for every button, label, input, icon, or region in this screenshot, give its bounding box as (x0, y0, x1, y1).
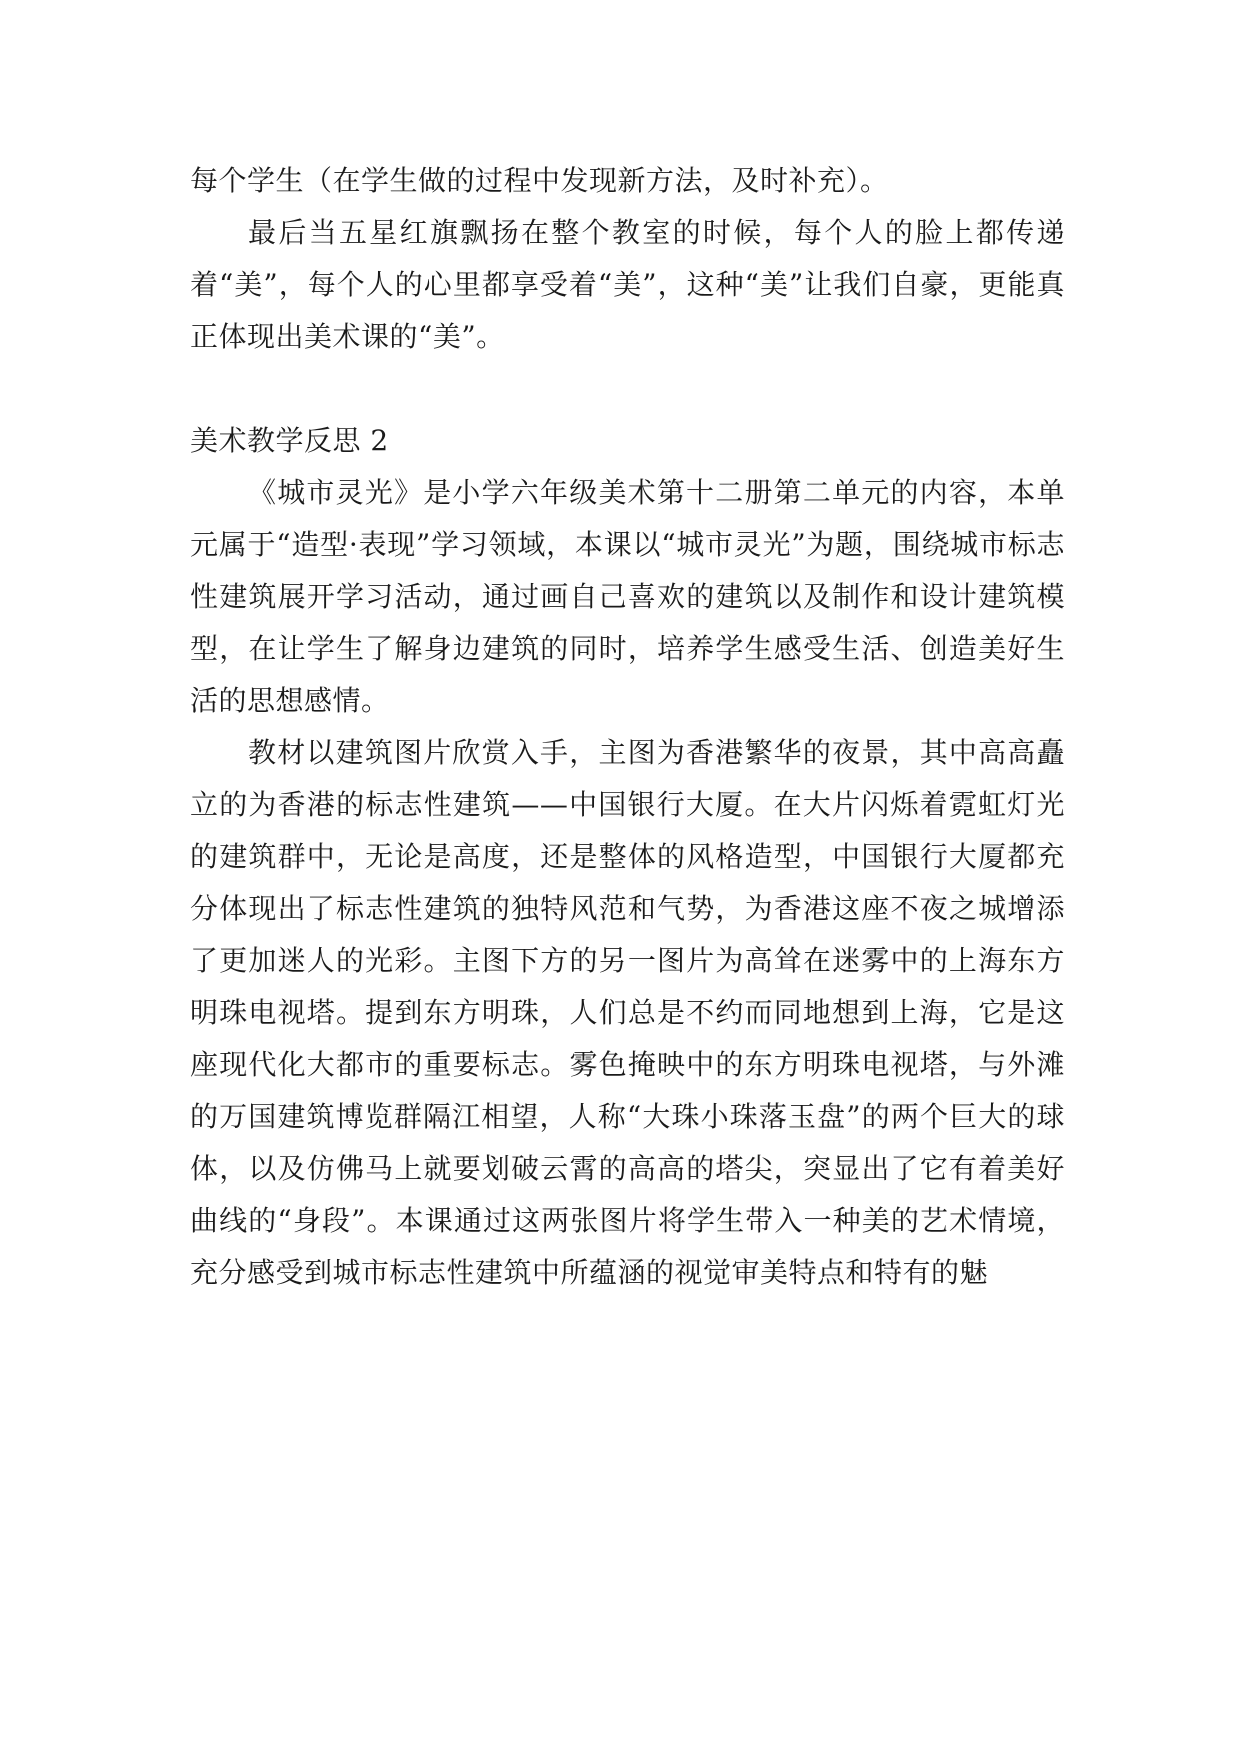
continuation-paragraph: 每个学生（在学生做的过程中发现新方法，及时补充）。 (190, 164, 889, 197)
section-spacer (190, 363, 1065, 415)
document-page (190, 155, 1065, 1299)
section-title: 美术教学反思 2 (190, 424, 389, 457)
paragraph: 教材以建筑图片欣赏入手，主图为香港繁华的夜景，其中高高矗立的为香港的标志性建筑——中国银行大厦。在大片闪烁着霓虹灯光的建筑群中，无论是高度，还是整体的风格造型，中国银行大厦都充分体现出了标志性建筑的独特风范和气势，为香港这座不夜之城增添了更加迷人的光彩。主图下方的另一图片为高耸在迷雾中的上海东方明珠电视塔。提到东方明珠，人们总是不约而同地想到上海，它是这座现代化大都市的重要标志。雾色掩映中的东方明珠电视塔，与外滩的万国建筑博览群隔江相望，人称“大珠小珠落玉盘”的两个巨大的球体，以及仿佛马上就要划破云霄的高高的塔尖，突显出了它有着美好曲线的“身段”。本课通过这两张图片将学生带入一种美的艺术情境，充分感受到城市标志性建筑中所蕴涵的视觉审美特点和特有的魅 (190, 736, 1065, 1289)
paragraph: 《城市灵光》是小学六年级美术第十二册第二单元的内容，本单元属于“造型·表现”学习领域，本课以“城市灵光”为题，围绕城市标志性建筑展开学习活动，通过画自己喜欢的建筑以及制作和设计建筑模型，在让学生了解身边建筑的同时，培养学生感受生活、创造美好生活的思想感情。 (190, 476, 1065, 717)
paragraph: 最后当五星红旗飘扬在整个教室的时候，每个人的脸上都传递着“美”，每个人的心里都享受着“美”，这种“美”让我们自豪，更能真正体现出美术课的“美”。 (190, 216, 1065, 353)
